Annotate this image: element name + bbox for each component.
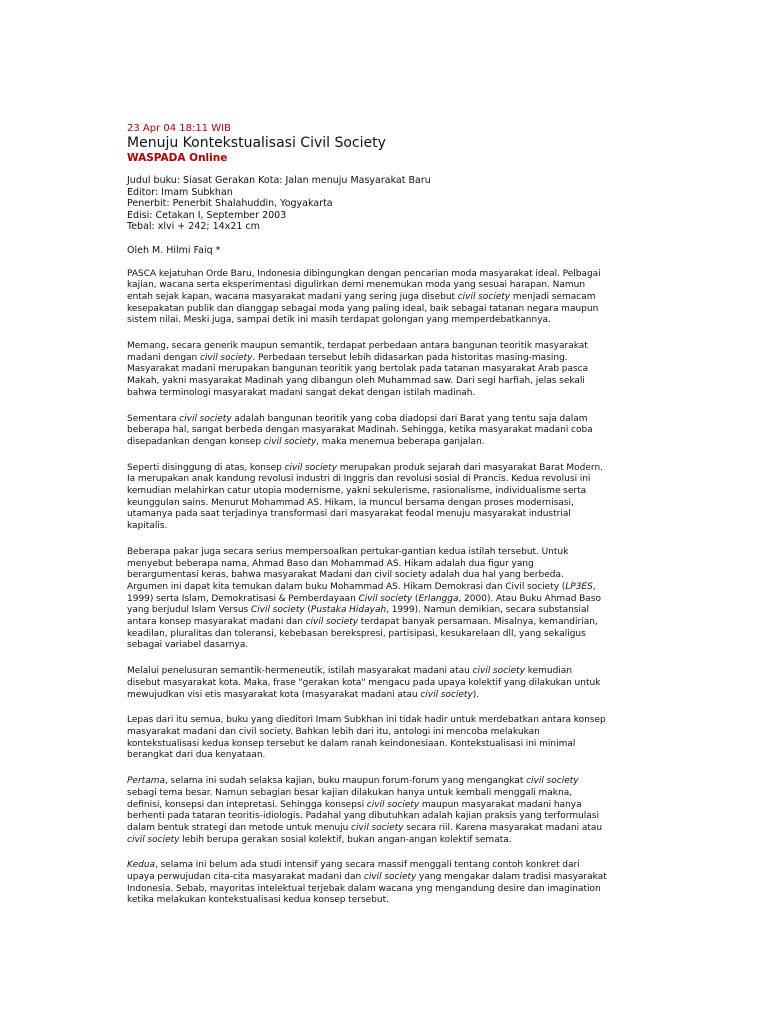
paragraph-1: PASCA kejatuhan Orde Baru, Indonesia dibingungkan dengan pencarian moda masyarakat ideal. Pelbagai kajian, wacana serta eksperimentasi digulirkan demi menemukan moda yang sesuai harapan. Namun entah sejak kapan, wacana masyarakat madani yang sering juga disebut civil society menjadi semacam kesepakatan publik dan dianggap sebagai moda yang paling ideal, baik sebagai tatanan negara maupun sistem nilai. Meski juga, sampai detik ini masih terdapat golongan yang memperdebatkannya.: [127, 268, 601, 326]
book-info: [127, 175, 607, 233]
paragraph-4: Seperti disinggung di atas, konsep civil society merupakan produk sejarah dari masyarakat Barat Modern. Ia merupakan anak kandung revolusi industri di Inggris dan revolusi sosial di Prancis. Kedua revolusi ini kemudian melahirkan catur utopia modernisme, yakni sekulerisme, rasionalisme, individualisme serta keunggulan sains. Menurut Mohammad AS. Hikam, ia muncul bersama dengan proses modernisasi, utamanya pada saat terjadinya transformasi dari masyarakat feodal menuju masyarakat industrial kapitalis.: [127, 462, 604, 532]
book-edition: Edisi: Cetakan I, September 2003: [127, 209, 287, 221]
article-title: Menuju Kontekstualisasi Civil Society: [127, 135, 386, 151]
article-source: WASPADA Online: [127, 152, 228, 164]
book-size: Tebal: xlvi + 242; 14x21 cm: [127, 221, 260, 232]
paragraph-3: Sementara civil society adalah bangunan teoritik yang coba diadopsi dari Barat yang tentu saja dalam beberapa hal, sangat berbeda dengan masyarakat Madinah. Sehingga, ketika masyarakat madani coba disepadankan dengan konsep civil society, maka menemua beberapa ganjalan.: [127, 413, 593, 447]
book-title: Judul buku: Siasat Gerakan Kota: Jalan menuju Masyarakat Baru: [127, 175, 431, 186]
book-editor: Editor: Imam Subkhan: [127, 186, 233, 198]
paragraph-2: Memang, secara generik maupun semantik, terdapat perbedaan antara bangunan teoritik masyarakat madani dengan civil society. Perbedaan tersebut lebih didasarkan pada historitas masing-masing. Masyarakat madani merupakan bangunan teoritik yang bertolak pada tatanan masyarakat Arab pasca Makah, yakni masyarakat Madinah yang dibangun oleh Muhammad saw. Dari segi harfiah, jelas sekali bahwa terminologi masyarakat madani sangat dekat dengan istilah madinah.: [127, 341, 589, 398]
article-author: Oleh M. Hilmi Faiq *: [127, 244, 221, 256]
paragraph-8: Pertama, selama ini sudah selaksa kajian, buku maupun forum-forum yang mengangkat civil society sebagi tema besar. Namun sebagian besar kajian dilakukan hanya untuk kembali menggali makna, definisi, konsepsi dan intepretasi. Sehingga konsepsi civil society maupun masyarakat madani hanya berhenti pada tataran teoritis-idiologis. Padahal yang dibutuhkan adalah kajian praksis yang terformulasi dalam bentuk strategi dan metode untuk menuju civil society secara riil. Karena masyarakat madani atau civil society lebih berupa gerakan sosial kolektif, bukan angan-angan kolektif semata.: [127, 776, 603, 845]
paragraph-7: Lepas dari itu semua, buku yang dieditori Imam Subkhan ini tidak hadir untuk merdebatkan antara konsep masyarakat madani dan civil society. Bahkan lebih dari itu, antologi ini mencoba melakukan kontekstualisasi kedua konsep tersebut ke dalam ranah keindonesiaan. Kontekstualisasi ini minimal berangkat dari dua kenyataan.: [127, 715, 606, 761]
book-publisher: Penerbit: Penerbit Shalahuddin, Yogyakarta: [127, 198, 333, 209]
article-date: 23 Apr 04 18:11 WIB: [127, 123, 231, 134]
paragraph-6: Melalui penelusuran semantik-hermeneutik, istilah masyarakat madani atau civil society kemudian disebut masyarakat kota. Maka, frase "gerakan kota" mengacu pada upaya kolektif yang dilakukan untuk mewujudkan visi etis masyarakat kota (masyarakat madani atau civil society).: [127, 666, 601, 700]
paragraph-5: Beberapa pakar juga secara serius mempersoalkan pertukar-gantian kedua istilah tersebut. Untuk menyebut beberapa nama, Ahmad Baso dan Mohammad AS. Hikam adalah dua figur yang berargumentasi keras, bahwa masyarakat Madani dan civil society adalah dua hal yang berbeda. Argumen ini dapat kita temukan dalam buku Mohammad AS. Hikam Demokrasi dan Civil society (LP3ES, 1999) serta Islam, Demokratisasi & Pemberdayaan Civil society (Erlangga, 2000). Atau Buku Ahmad Baso yang berjudul Islam Versus Civil society (Pustaka Hidayah, 1999). Namun demikian, secara substansial antara konsep masyarakat madani dan civil society terdapat banyak persamaan. Misalnya, kemandirian, keadilan, pluralitas dan toleransi, kebebasan berekspresi, partisipasi, kesukarelaan dll, yang sekaligus sebagai variabel dasarnya.: [127, 546, 601, 651]
paragraph-9: Kedua, selama ini belum ada studi intensif yang secara massif menggali tentang contoh konkret dari upaya perwujudan cita-cita masyarakat madani dan civil society yang mengakar dalam tradisi masyarakat Indonesia. Sebab, mayoritas intelektual terjebak dalam wacana yng mengandung desire dan imagination ketika melakukan kontekstualisasi kedua konsep tersebut.: [127, 860, 607, 906]
